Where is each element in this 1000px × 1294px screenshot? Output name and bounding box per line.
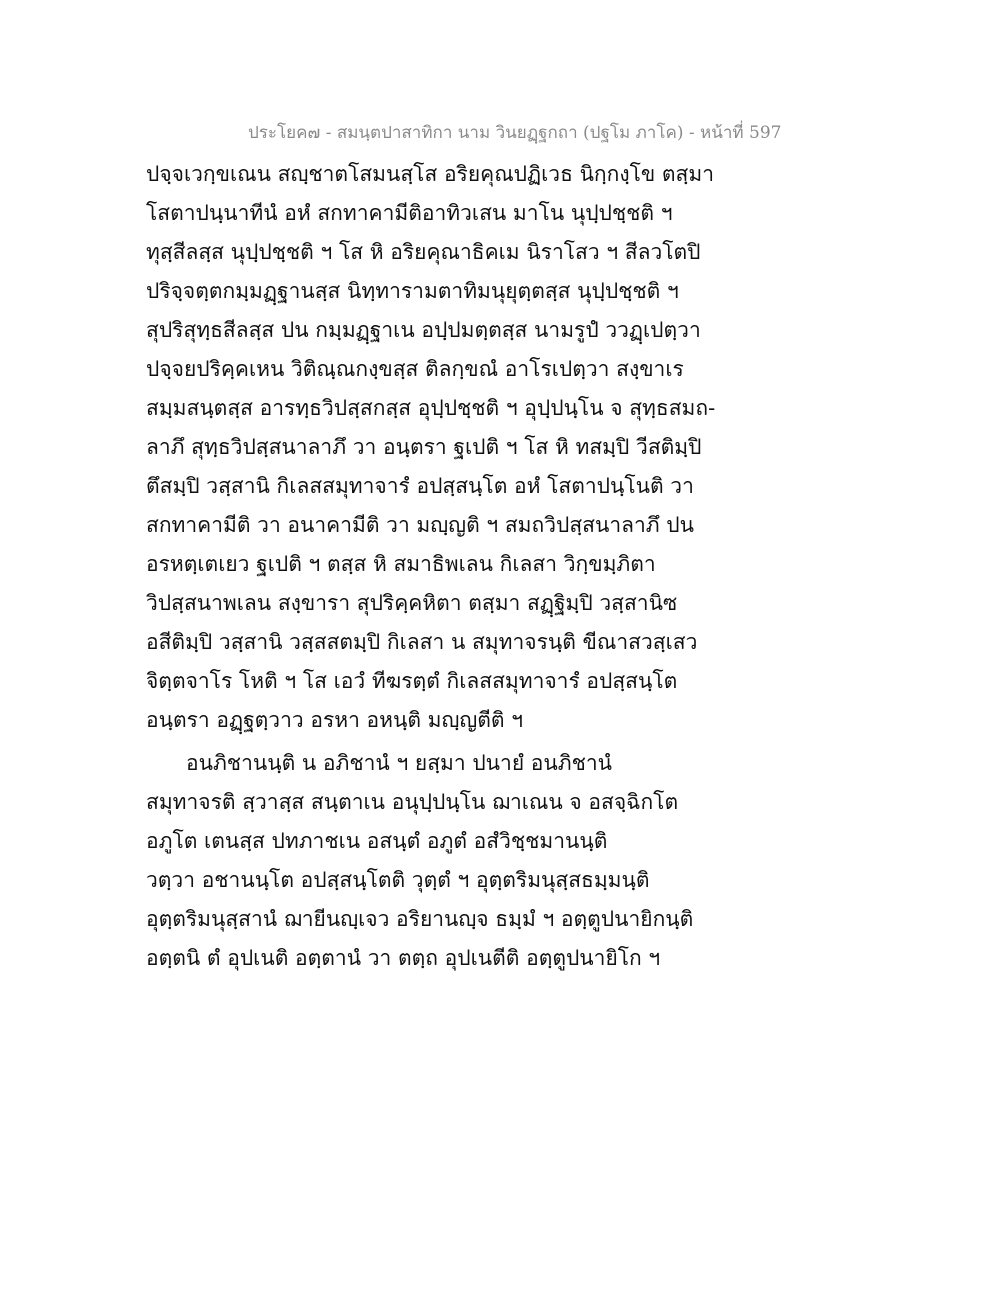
- text-line: ปริจฺจตฺตกมฺมฏฺฐานสฺส นิทฺทารามตาทิมนุยุตฺตสฺส นุปฺปชฺชติ ฯ: [146, 279, 679, 303]
- text-line: สมฺมสนฺตสฺส อารทฺธวิปสฺสกสฺส อุปฺปชฺชติ ฯ อุปฺปนฺโน จ สุทฺธสมถ-: [146, 396, 716, 420]
- text-line: สุปริสุทฺธสีลสฺส ปน กมฺมฏฺฐาเน อปฺปมตฺตสฺส นามรูปํ ววฏฺเปตฺวา: [146, 318, 701, 342]
- text-line: ปจฺจยปริคฺคเหน วิติณฺณกงฺขสฺส ติลกฺขณํ อาโรเปตฺวา สงฺขาเร: [146, 357, 684, 381]
- text-line: อนฺตรา อฏฺฐตฺวาว อรหา อหนฺติ มญฺญตีติ ฯ: [146, 708, 524, 732]
- paragraph-1: [146, 155, 866, 740]
- text-line: อภูโต เตนสฺส ปทภาชเน อสนฺตํ อภูตํ อสํวิชฺชมานนฺติ: [146, 829, 608, 853]
- text-line: อรหตฺเตเยว ฐเปติ ฯ ตสฺส หิ สมาธิพเลน กิเลสา วิกฺขมฺภิตา: [146, 552, 656, 576]
- text-line: ตึสมฺปิ วสฺสานิ กิเลสสมุทาจารํ อปสฺสนฺโต อหํ โสตาปนฺโนติ วา: [146, 474, 694, 498]
- paragraph-2: [146, 744, 866, 978]
- text-line: อุตฺตริมนุสฺสานํ ฌายีนญฺเจว อริยานญฺจ ธมฺมํ ฯ อตฺตูปนายิกนฺติ: [146, 907, 694, 931]
- text-line: จิตฺตจาโร โหติ ฯ โส เอวํ ทีฆรตฺตํ กิเลสสมุทาจารํ อปสฺสนฺโต: [146, 669, 678, 693]
- body-text: [146, 155, 866, 978]
- text-line: อสีติมฺปิ วสฺสานิ วสฺสสตมฺปิ กิเลสา น สมุทาจรนฺติ ขีณาสวสฺเสว: [146, 630, 698, 654]
- text-line: ลาภึ สุทฺธวิปสฺสนาลาภึ วา อนฺตรา ฐเปติ ฯ โส หิ ทสมฺปิ วีสติมฺปิ: [146, 435, 702, 459]
- text-line: วตฺวา อชานนฺโต อปสฺสนฺโตติ วุตฺตํ ฯ อุตฺตริมนุสฺสธมฺมนฺติ: [146, 868, 650, 892]
- running-header: ประโยค๗ - สมนฺตปาสาทิกา นาม วินยฏฺฐกถา (ปฐโม ภาโค) - หน้าที่ 597: [248, 123, 782, 143]
- text-line: อตฺตนิ ตํ อุปเนติ อตฺตานํ วา ตตฺถ อุปเนตีติ อตฺตูปนายิโก ฯ: [146, 946, 661, 970]
- text-line: ปจฺจเวกฺขเณน สญฺชาตโสมนสฺโส อริยคุณปฏิเวธ นิกฺกงฺโข ตสฺมา: [146, 162, 715, 186]
- text-line: สมุทาจรติ สฺวาสฺส สนฺตาเน อนุปฺปนฺโน ฌาเณน จ อสจฺฉิกโต: [146, 790, 679, 814]
- text-line: อนภิชานนฺติ น อภิชานํ ฯ ยสฺมา ปนายํ อนภิชานํ: [186, 751, 613, 775]
- text-line: วิปสฺสนาพเลน สงฺขารา สุปริคฺคหิตา ตสฺมา สฏฺฐิมฺปิ วสฺสานิซ: [146, 591, 678, 615]
- text-line: โสตาปนฺนาทีนํ อหํ สกทาคามีติอาทิวเสน มาโน นุปฺปชฺชติ ฯ: [146, 201, 673, 225]
- text-line: สกทาคามีติ วา อนาคามีติ วา มญฺญติ ฯ สมถวิปสฺสนาลาภึ ปน: [146, 513, 694, 537]
- text-line: ทุสฺสีลสฺส นุปฺปชฺชติ ฯ โส หิ อริยคุณาธิคเม นิราโสว ฯ สีลวโตปิ: [146, 240, 701, 264]
